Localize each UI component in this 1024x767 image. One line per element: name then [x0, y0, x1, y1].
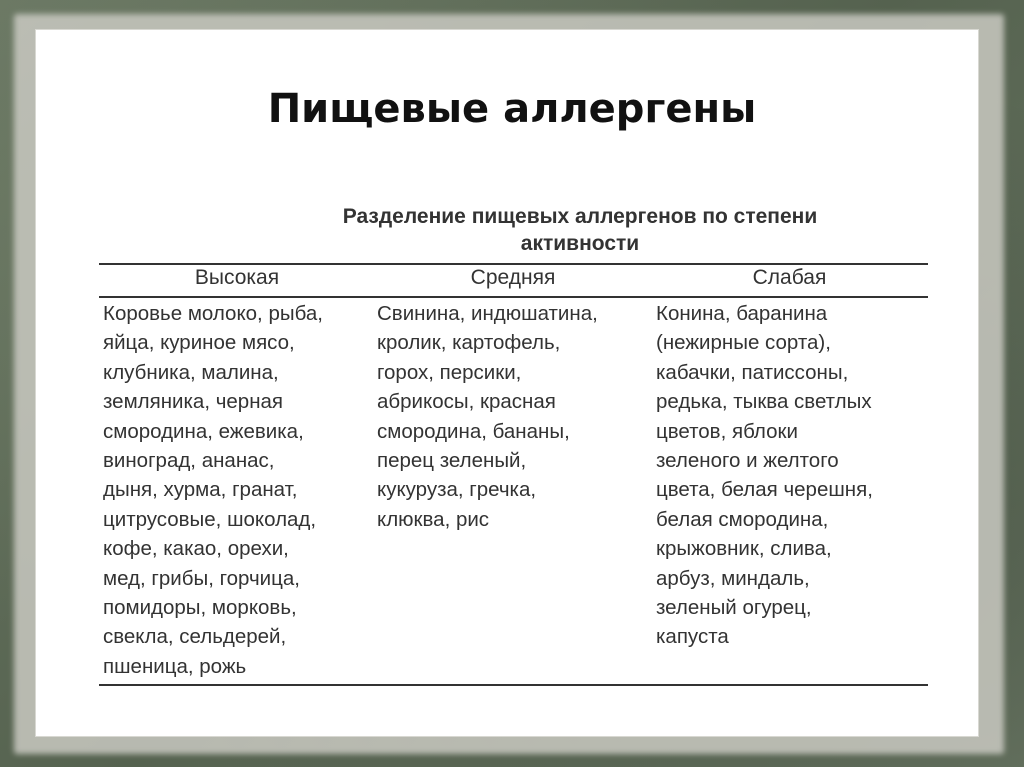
header-low: Слабая: [752, 266, 827, 289]
cell-high-allergens: Коровье молоко, рыба, яйца, куриное мясо, клубника, малина, земляника, черная смородина, ежевика, виноград, ананас, дыня, хурма, гранат, цитрусовые, шоколад, кофе, какао, орехи, мед, грибы, горчица, помидоры, морковь, свекла, сельдерей, пшеница, рожь: [103, 302, 323, 678]
cell-low-allergens: Конина, баранина (нежирные сорта), кабачки, патиссоны, редька, тыква светлых цветов, яблоки зеленого и желтого цвета, белая черешня, белая смородина, крыжовник, слива, арбуз, миндаль, зеленый огурец, капуста: [656, 302, 873, 649]
cell-medium-allergens: Свинина, индюшатина, кролик, картофель, горох, персики, абрикосы, красная смородина, бананы, перец зеленый, кукуруза, гречка, клюква, рис: [377, 302, 598, 531]
header-high: Высокая: [194, 266, 280, 289]
table-header-rule: [99, 296, 928, 298]
header-medium: Средняя: [470, 266, 556, 289]
table-top-rule: [99, 263, 928, 265]
table-bottom-rule: [99, 684, 928, 686]
table-caption: Разделение пищевых аллергенов по степени активности: [342, 205, 818, 255]
slide-title: Пищевые аллергены: [267, 86, 757, 132]
